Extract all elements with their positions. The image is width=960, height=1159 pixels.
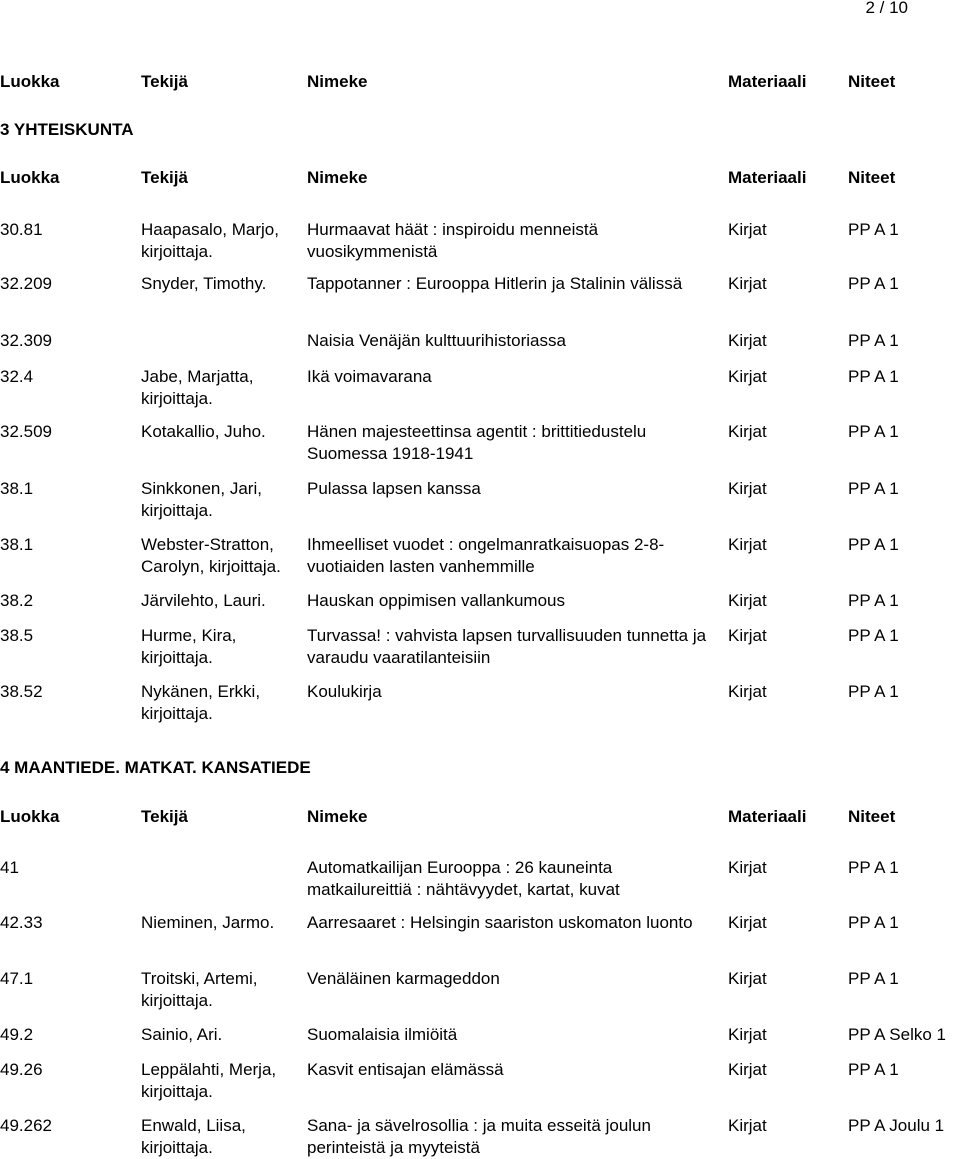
cell-nimeke: Pulassa lapsen kanssa bbox=[307, 479, 481, 498]
cell-materiaali: Kirjat bbox=[728, 969, 767, 988]
cell-niteet: PP A 1 bbox=[848, 626, 899, 645]
cell-luokka: 32.209 bbox=[0, 274, 52, 293]
cell-niteet: PP A 1 bbox=[848, 913, 899, 932]
cell-materiaali: Kirjat bbox=[728, 591, 767, 610]
cell-nimeke: Sana- ja sävelrosollia : ja muita esseitä joulun perinteistä ja myyteistä bbox=[307, 1116, 651, 1157]
cell-nimeke: Turvassa! : vahvista lapsen turvallisuuden tunnetta ja varaudu vaaratilanteisiin bbox=[307, 626, 707, 667]
cell-luokka: 30.81 bbox=[0, 220, 43, 239]
cell-tekija: Haapasalo, Marjo, kirjoittaja. bbox=[141, 220, 279, 261]
cell-niteet: PP A 1 bbox=[848, 535, 899, 554]
cell-nimeke: Hauskan oppimisen vallankumous bbox=[307, 591, 565, 610]
header-niteet: Niteet bbox=[848, 72, 896, 91]
cell-niteet: PP A 1 bbox=[848, 479, 899, 498]
cell-luokka: 47.1 bbox=[0, 969, 34, 988]
cell-luokka: 38.2 bbox=[0, 591, 34, 610]
cell-materiaali: Kirjat bbox=[728, 682, 767, 701]
cell-tekija: Jabe, Marjatta, kirjoittaja. bbox=[141, 367, 254, 408]
cell-tekija: Sinkkonen, Jari, kirjoittaja. bbox=[141, 479, 262, 520]
cell-tekija: Enwald, Liisa, kirjoittaja. bbox=[141, 1116, 246, 1157]
cell-luokka: 38.1 bbox=[0, 535, 34, 554]
cell-tekija: Snyder, Timothy. bbox=[141, 274, 267, 293]
cell-materiaali: Kirjat bbox=[728, 858, 767, 877]
cell-nimeke: Suomalaisia ilmiöitä bbox=[307, 1025, 458, 1044]
cell-materiaali: Kirjat bbox=[728, 1060, 767, 1079]
cell-nimeke: Tappotanner : Eurooppa Hitlerin ja Stalinin välissä bbox=[307, 274, 683, 293]
cell-luokka: 49.2 bbox=[0, 1025, 34, 1044]
header-materiaali: Materiaali bbox=[728, 168, 807, 187]
cell-nimeke: Kasvit entisajan elämässä bbox=[307, 1060, 504, 1079]
cell-tekija: Järvilehto, Lauri. bbox=[141, 591, 266, 610]
header-nimeke: Nimeke bbox=[307, 807, 368, 826]
cell-materiaali: Kirjat bbox=[728, 367, 767, 386]
cell-niteet: PP A 1 bbox=[848, 367, 899, 386]
cell-nimeke: Venäläinen karmageddon bbox=[307, 969, 500, 988]
cell-tekija: Hurme, Kira, kirjoittaja. bbox=[141, 626, 237, 667]
cell-niteet: PP A 1 bbox=[848, 682, 899, 701]
cell-nimeke: Hänen majesteettinsa agentit : brittitiedustelu Suomessa 1918-1941 bbox=[307, 422, 647, 463]
cell-luokka: 32.509 bbox=[0, 422, 52, 441]
cell-nimeke: Aarresaaret : Helsingin saariston uskomaton luonto bbox=[307, 913, 693, 932]
cell-niteet: PP A 1 bbox=[848, 1060, 899, 1079]
cell-tekija: Nykänen, Erkki, kirjoittaja. bbox=[141, 682, 261, 723]
cell-nimeke: Automatkailijan Eurooppa : 26 kauneinta matkailureittiä : nähtävyydet, kartat, kuvat bbox=[307, 858, 620, 899]
cell-luokka: 32.309 bbox=[0, 331, 52, 350]
cell-luokka: 41 bbox=[0, 858, 19, 877]
cell-niteet: PP A Joulu 1 bbox=[848, 1116, 945, 1135]
header-tekija: Tekijä bbox=[141, 72, 188, 91]
column-header-row bbox=[0, 167, 960, 191]
header-luokka: Luokka bbox=[0, 168, 60, 187]
cell-luokka: 42.33 bbox=[0, 913, 43, 932]
cell-niteet: PP A 1 bbox=[848, 422, 899, 441]
header-tekija: Tekijä bbox=[141, 168, 188, 187]
cell-niteet: PP A 1 bbox=[848, 858, 899, 877]
cell-tekija: Leppälahti, Merja, kirjoittaja. bbox=[141, 1060, 277, 1101]
cell-luokka: 38.1 bbox=[0, 479, 34, 498]
cell-niteet: PP A 1 bbox=[848, 969, 899, 988]
header-luokka: Luokka bbox=[0, 72, 60, 91]
cell-luokka: 38.5 bbox=[0, 626, 34, 645]
cell-nimeke: Koulukirja bbox=[307, 682, 382, 701]
cell-luokka: 32.4 bbox=[0, 367, 34, 386]
section-title: 4 MAANTIEDE. MATKAT. KANSATIEDE bbox=[0, 758, 311, 777]
column-header-row bbox=[0, 806, 960, 830]
cell-tekija: Sainio, Ari. bbox=[141, 1025, 223, 1044]
cell-nimeke: Hurmaavat häät : inspiroidu menneistä vuosikymmenistä bbox=[307, 220, 599, 261]
cell-nimeke: Ikä voimavarana bbox=[307, 367, 432, 386]
header-tekija: Tekijä bbox=[141, 807, 188, 826]
cell-materiaali: Kirjat bbox=[728, 331, 767, 350]
header-materiaali: Materiaali bbox=[728, 807, 807, 826]
cell-niteet: PP A 1 bbox=[848, 591, 899, 610]
column-header-row bbox=[0, 71, 960, 95]
header-materiaali: Materiaali bbox=[728, 72, 807, 91]
cell-luokka: 49.262 bbox=[0, 1116, 52, 1135]
cell-tekija: Kotakallio, Juho. bbox=[141, 422, 266, 441]
cell-luokka: 38.52 bbox=[0, 682, 43, 701]
cell-materiaali: Kirjat bbox=[728, 1025, 767, 1044]
cell-nimeke: Ihmeelliset vuodet : ongelmanratkaisuopas 2-8-vuotiaiden lasten vanhemmille bbox=[307, 535, 665, 576]
cell-niteet: PP A 1 bbox=[848, 220, 899, 239]
cell-materiaali: Kirjat bbox=[728, 1116, 767, 1135]
header-niteet: Niteet bbox=[848, 168, 896, 187]
cell-materiaali: Kirjat bbox=[728, 535, 767, 554]
cell-tekija: Troitski, Artemi, kirjoittaja. bbox=[141, 969, 258, 1010]
cell-materiaali: Kirjat bbox=[728, 913, 767, 932]
header-nimeke: Nimeke bbox=[307, 168, 368, 187]
cell-nimeke: Naisia Venäjän kulttuurihistoriassa bbox=[307, 331, 566, 350]
cell-niteet: PP A Selko 1 bbox=[848, 1025, 946, 1044]
cell-materiaali: Kirjat bbox=[728, 220, 767, 239]
cell-materiaali: Kirjat bbox=[728, 479, 767, 498]
page-number: 2 / 10 bbox=[865, 0, 908, 17]
section-title: 3 YHTEISKUNTA bbox=[0, 120, 134, 139]
cell-luokka: 49.26 bbox=[0, 1060, 43, 1079]
header-nimeke: Nimeke bbox=[307, 72, 368, 91]
cell-materiaali: Kirjat bbox=[728, 626, 767, 645]
cell-tekija: Nieminen, Jarmo. bbox=[141, 913, 275, 932]
cell-materiaali: Kirjat bbox=[728, 274, 767, 293]
cell-materiaali: Kirjat bbox=[728, 422, 767, 441]
header-luokka: Luokka bbox=[0, 807, 60, 826]
cell-niteet: PP A 1 bbox=[848, 331, 899, 350]
header-niteet: Niteet bbox=[848, 807, 896, 826]
cell-niteet: PP A 1 bbox=[848, 274, 899, 293]
cell-tekija: Webster-Stratton, Carolyn, kirjoittaja. bbox=[141, 535, 281, 576]
